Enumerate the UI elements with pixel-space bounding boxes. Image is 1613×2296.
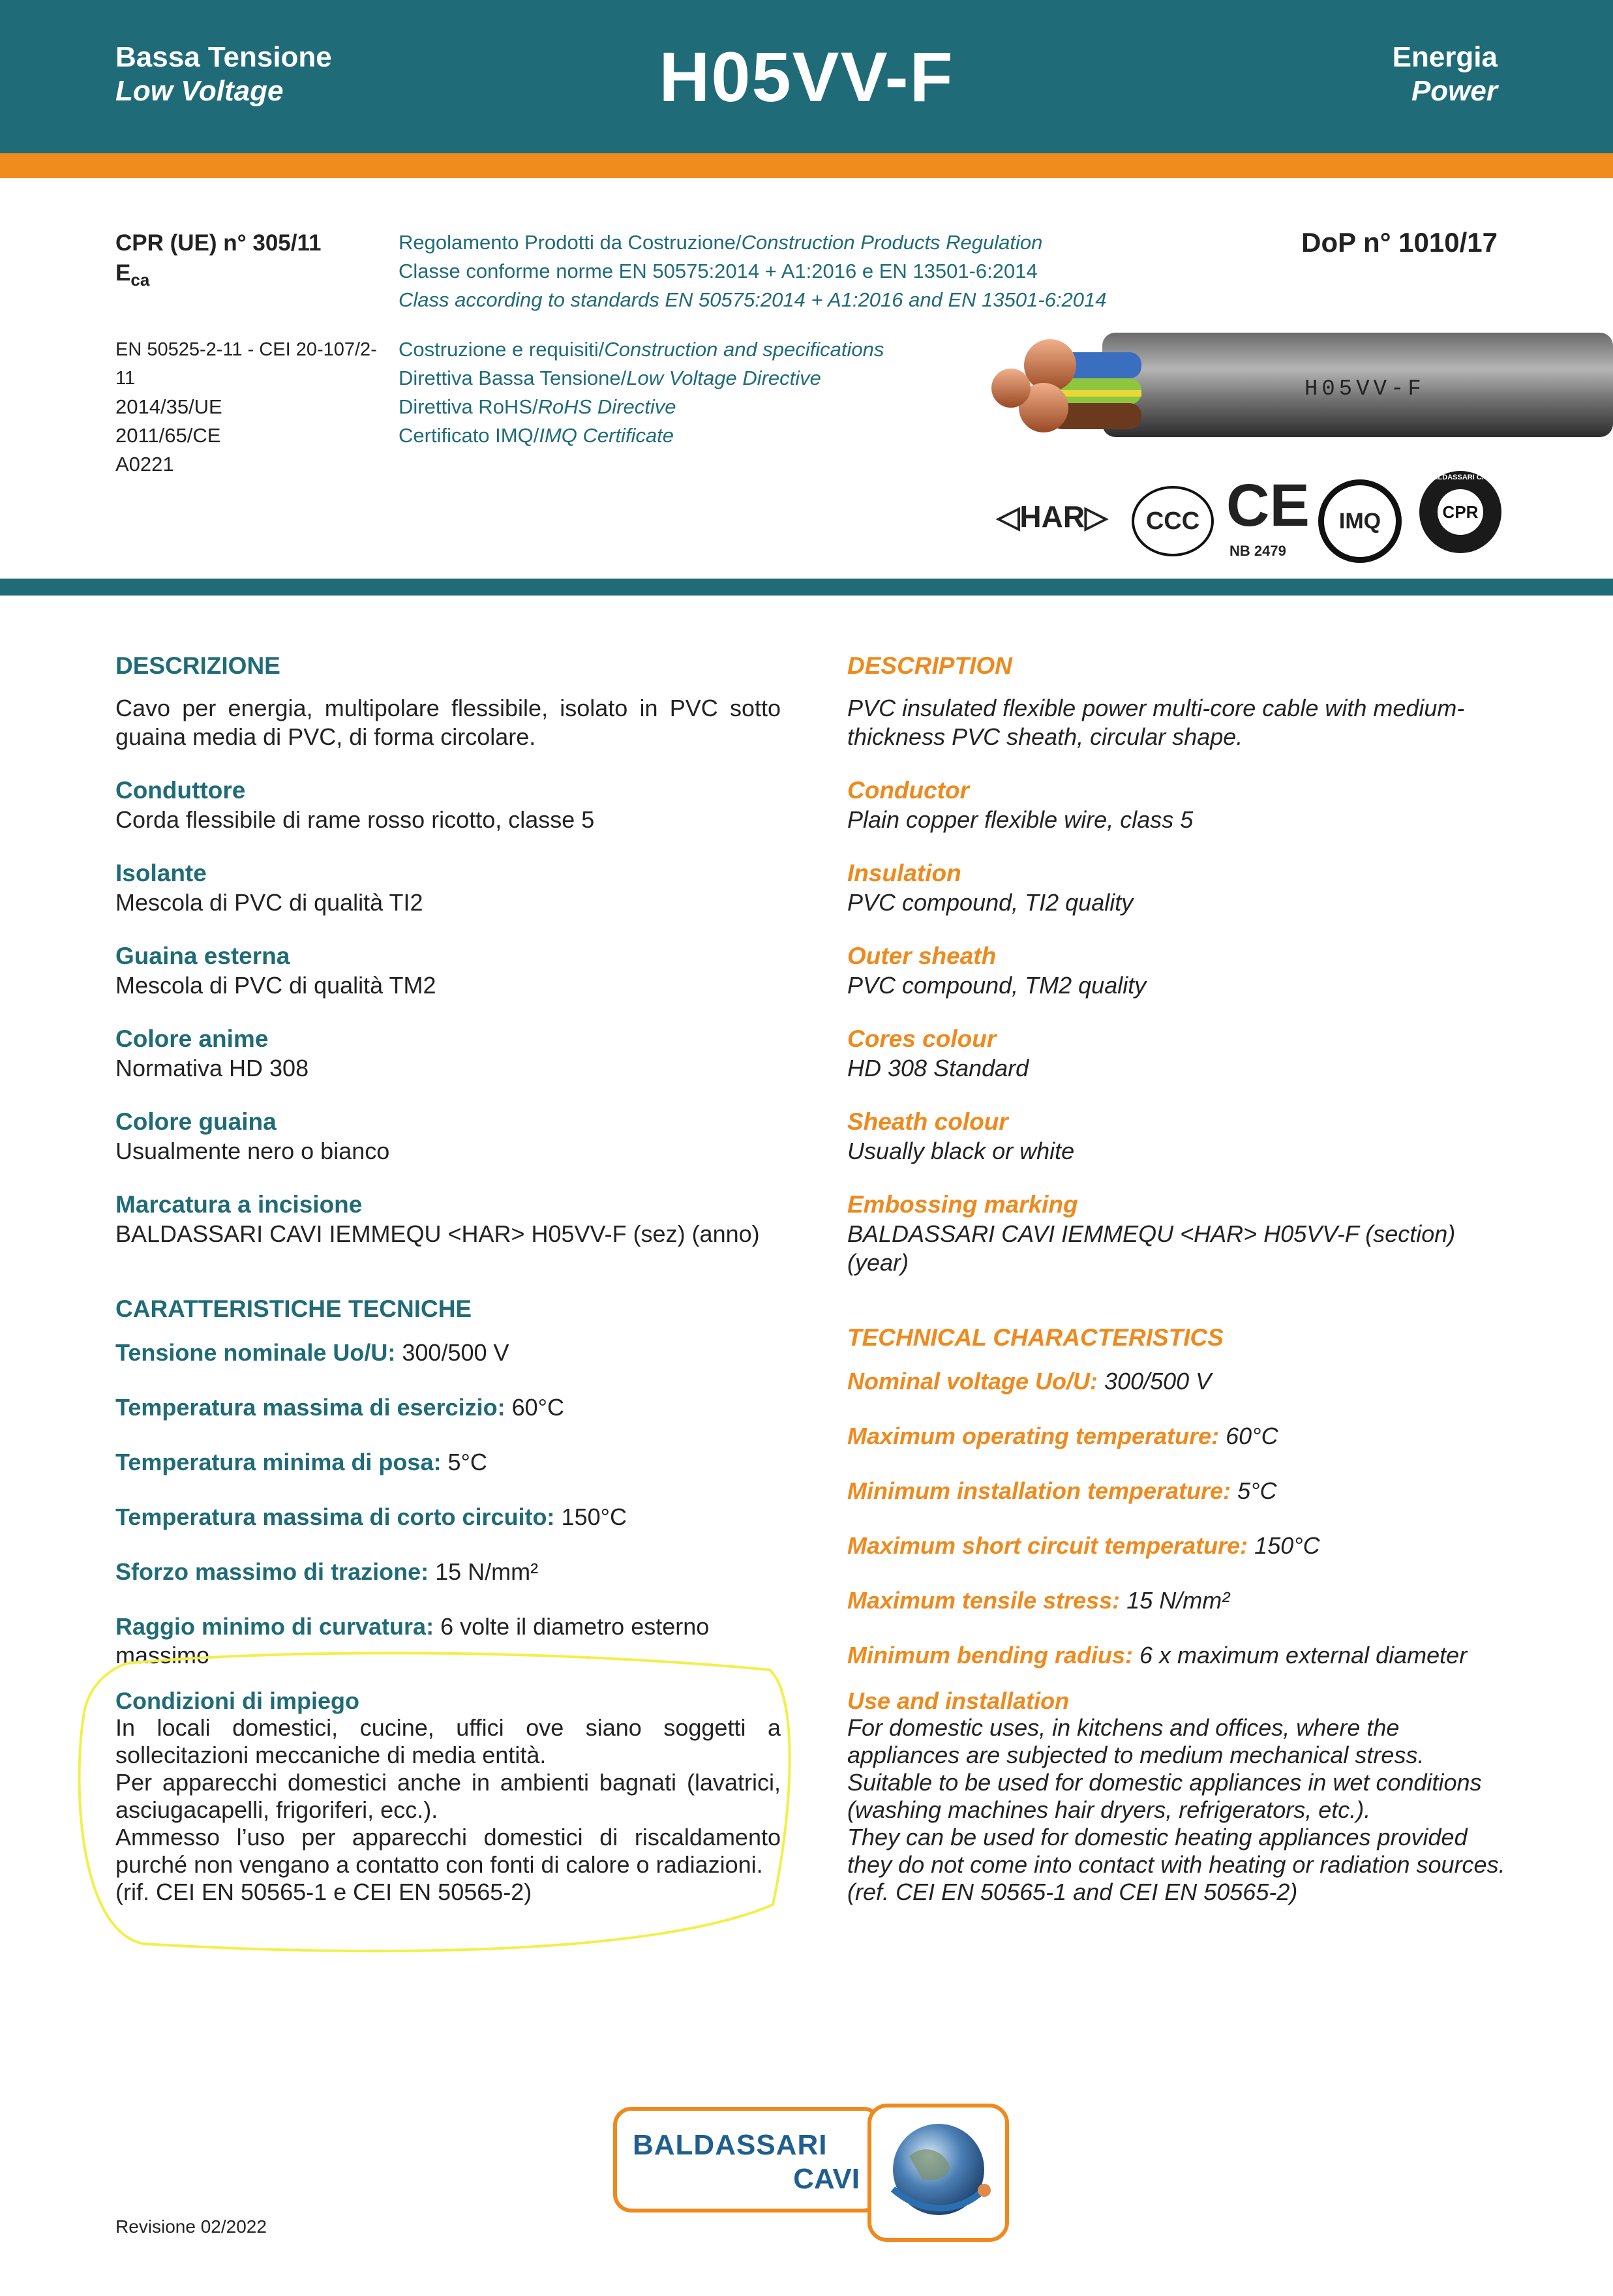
category-italian: Bassa Tensione bbox=[115, 41, 332, 73]
spec-item bbox=[115, 1024, 781, 1083]
spec-item bbox=[847, 776, 1513, 834]
cpr-description bbox=[399, 228, 1106, 314]
tech-label: Minimum bending radius: bbox=[847, 1642, 1133, 1669]
spec-text: Usualmente nero o bianco bbox=[115, 1138, 390, 1164]
tech-value: 15 N/mm² bbox=[435, 1558, 539, 1585]
revision-label: Revisione 02/2022 bbox=[115, 2216, 267, 2237]
tech-value: 300/500 V bbox=[402, 1339, 509, 1366]
spec-text: Corda flessibile di rame rosso ricotto, classe 5 bbox=[115, 806, 595, 833]
spec-text: PVC compound, TI2 quality bbox=[847, 889, 1134, 916]
spec-text: BALDASSARI CAVI IEMMEQU <HAR> H05VV-F (section) (year) bbox=[847, 1220, 1456, 1276]
conductor-copper bbox=[1024, 339, 1076, 391]
product-title: H05VV-F bbox=[659, 37, 954, 116]
english-column bbox=[847, 651, 1513, 1906]
cpr-class-sub: ca bbox=[130, 270, 150, 290]
globe-logo bbox=[867, 2104, 1009, 2242]
spec-item bbox=[115, 941, 781, 1000]
type-italian: Energia bbox=[1392, 41, 1498, 73]
globe-icon bbox=[883, 2117, 994, 2228]
tech-row bbox=[847, 1477, 1513, 1505]
spec-title: Guaina esterna bbox=[115, 943, 290, 969]
ce-logo: CE bbox=[1226, 472, 1310, 539]
spec-item bbox=[115, 1107, 781, 1166]
spec-text: PVC compound, TM2 quality bbox=[847, 972, 1147, 999]
spec-text: Mescola di PVC di qualità TM2 bbox=[115, 972, 436, 999]
standards-descriptions bbox=[399, 335, 884, 450]
spec-item bbox=[847, 1024, 1513, 1083]
spec-text: Plain copper flexible wire, class 5 bbox=[847, 806, 1194, 833]
spec-title: Insulation bbox=[847, 860, 961, 886]
tech-label: Tensione nominale Uo/U: bbox=[115, 1339, 396, 1366]
cpr-logo bbox=[1419, 471, 1501, 553]
tech-label: Maximum tensile stress: bbox=[847, 1587, 1121, 1614]
cable-marking: H05VV-F bbox=[1304, 377, 1425, 402]
cpr-code-text: CPR (UE) n° 305/11 bbox=[115, 230, 322, 256]
tech-row bbox=[115, 1503, 781, 1532]
spec-title: Isolante bbox=[115, 860, 207, 886]
brand-subname: CAVI bbox=[793, 2163, 860, 2195]
tech-value: 6 volte il diametro esterno massimo bbox=[115, 1613, 710, 1669]
standard-desc-it: Costruzione e requisiti/ bbox=[399, 338, 605, 361]
cpr-logo-inner: CPR bbox=[1438, 489, 1483, 535]
tech-row bbox=[115, 1558, 781, 1586]
use-paragraph: Ammesso l’uso per apparecchi domestici di riscaldamento purché non vengano a contatto con fonti di calore o radiazioni. bbox=[115, 1824, 781, 1878]
standard-desc bbox=[399, 335, 884, 364]
tech-label: Minimum installation temperature: bbox=[847, 1477, 1231, 1504]
cpr-regulation-en: Construction Products Regulation bbox=[741, 231, 1043, 254]
standard-code: A0221 bbox=[115, 453, 174, 476]
cpr-logo-ring-text: BALDASSARI CAVI bbox=[1427, 474, 1494, 481]
class-italian: Classe conforme norme EN 50575:2014 + A1:2016 e EN 13501-6:2014 bbox=[399, 260, 1038, 282]
standard-desc bbox=[399, 364, 884, 393]
tech-value: 5°C bbox=[1237, 1477, 1277, 1504]
tech-value: 60°C bbox=[1226, 1423, 1278, 1449]
spec-item bbox=[847, 1190, 1513, 1277]
dop-number: DoP n° 1010/17 bbox=[1301, 227, 1498, 258]
tech-label: Maximum short circuit temperature: bbox=[847, 1532, 1248, 1559]
standard-desc bbox=[399, 393, 884, 421]
use-title: Use and installation bbox=[847, 1687, 1070, 1714]
use-section bbox=[847, 1688, 1513, 1906]
use-paragraph: In locali domestici, cucine, uffici ove siano soggetti a sollecitazioni meccaniche di media entità. bbox=[115, 1714, 781, 1768]
tech-label: Temperatura massima di esercizio: bbox=[115, 1394, 505, 1421]
spec-item bbox=[115, 858, 781, 917]
cpr-class bbox=[115, 258, 322, 295]
tech-label: Nominal voltage Uo/U: bbox=[847, 1368, 1098, 1395]
tech-value: 300/500 V bbox=[1104, 1368, 1212, 1395]
brand-logo bbox=[613, 2107, 882, 2213]
header-right bbox=[1393, 40, 1498, 108]
cpr-class-letter: E bbox=[115, 260, 131, 286]
tech-label: Sforzo massimo di trazione: bbox=[115, 1558, 429, 1585]
spec-item bbox=[847, 1107, 1513, 1166]
description-title: DESCRIPTION bbox=[847, 652, 1012, 679]
section-divider bbox=[0, 579, 1613, 596]
tech-title: CARATTERISTICHE TECNICHE bbox=[115, 1295, 472, 1322]
cpr-code bbox=[115, 228, 322, 295]
spec-title: Colore anime bbox=[115, 1025, 269, 1052]
standard-code: 2011/65/CE bbox=[115, 424, 221, 447]
highlight-outline bbox=[65, 1650, 809, 1963]
cpr-regulation-line bbox=[399, 228, 1106, 257]
tech-row bbox=[847, 1641, 1513, 1670]
spec-title: Marcatura a incisione bbox=[115, 1191, 363, 1218]
notified-body-number: NB 2479 bbox=[1229, 543, 1286, 559]
spec-title: Embossing marking bbox=[847, 1191, 1078, 1218]
tech-row bbox=[115, 1448, 781, 1477]
description-text: PVC insulated flexible power multi-core cable with medium-thickness PVC sheath, circular shape. bbox=[847, 695, 1465, 750]
header-accent-stripe bbox=[0, 153, 1613, 178]
standard-desc-en: Construction and specifications bbox=[604, 338, 884, 361]
spec-title: Colore guaina bbox=[115, 1108, 277, 1135]
cpr-regulation-it: Regolamento Prodotti da Costruzione/ bbox=[399, 231, 742, 254]
ccc-logo: CCC bbox=[1132, 486, 1214, 556]
tech-row bbox=[115, 1338, 781, 1367]
tech-row bbox=[115, 1393, 781, 1422]
spec-title: Outer sheath bbox=[847, 943, 997, 969]
spec-item bbox=[115, 1190, 781, 1248]
use-paragraph: (ref. CEI EN 50565-1 and CEI EN 50565-2) bbox=[847, 1879, 1298, 1905]
type-english: Power bbox=[1411, 75, 1498, 107]
tech-row bbox=[847, 1532, 1513, 1560]
brand-name: BALDASSARI bbox=[633, 2129, 828, 2161]
standard-code: EN 50525-2-11 - CEI 20-107/2-11 bbox=[115, 339, 377, 389]
har-mark: ◁HAR▷ bbox=[997, 500, 1108, 534]
tech-value: 15 N/mm² bbox=[1126, 1587, 1230, 1614]
tech-label: Raggio minimo di curvatura: bbox=[115, 1613, 434, 1640]
standard-desc bbox=[399, 421, 884, 450]
description-text: Cavo per energia, multipolare flessibile, isolato in PVC sotto guaina media di PVC, di forma circolare. bbox=[115, 695, 781, 750]
spec-text: Usually black or white bbox=[847, 1138, 1075, 1164]
use-paragraph: For domestic uses, in kitchens and offices, where the appliances are subjected to medium mechanical stress. bbox=[847, 1714, 1425, 1768]
tech-value: 5°C bbox=[447, 1449, 487, 1475]
tech-title: TECHNICAL CHARACTERISTICS bbox=[847, 1324, 1224, 1351]
spec-title: Sheath colour bbox=[847, 1108, 1008, 1135]
category-english: Low Voltage bbox=[115, 75, 284, 107]
tech-row bbox=[847, 1367, 1513, 1396]
standard-code: 2014/35/UE bbox=[115, 395, 222, 418]
cable-illustration bbox=[952, 326, 1613, 444]
standard-desc-en: Low Voltage Directive bbox=[626, 367, 821, 389]
tech-label: Temperatura massima di corto circuito: bbox=[115, 1503, 555, 1530]
standard-desc-en: IMQ Certificate bbox=[539, 424, 674, 447]
description-title: DESCRIZIONE bbox=[115, 652, 280, 679]
tech-value: 150°C bbox=[561, 1503, 627, 1530]
spec-text: BALDASSARI CAVI IEMMEQU <HAR> H05VV-F (sez) (anno) bbox=[115, 1220, 760, 1247]
imq-logo: IMQ bbox=[1318, 479, 1402, 563]
tech-label: Temperatura minima di posa: bbox=[115, 1449, 442, 1475]
spec-title: Conduttore bbox=[115, 777, 246, 804]
standard-desc-en: RoHS Directive bbox=[537, 395, 676, 418]
spec-item bbox=[847, 858, 1513, 917]
conductor-copper bbox=[991, 369, 1031, 408]
use-paragraph: They can be used for domestic heating appliances provided they do not come into contact with heating or radiation sources. bbox=[847, 1824, 1505, 1878]
spec-item bbox=[847, 941, 1513, 1000]
use-title: Condizioni di impiego bbox=[115, 1687, 359, 1714]
spec-item bbox=[115, 776, 781, 834]
use-paragraph: Per apparecchi domestici anche in ambienti bagnati (lavatrici, asciugacapelli, frigoriferi, ecc.). bbox=[115, 1769, 781, 1823]
tech-value: 150°C bbox=[1254, 1532, 1320, 1559]
use-paragraph: (rif. CEI EN 50565-1 e CEI EN 50565-2) bbox=[115, 1879, 532, 1905]
class-english: Class according to standards EN 50575:2014 + A1:2016 and EN 13501-6:2014 bbox=[399, 288, 1107, 311]
standard-desc-it: Certificato IMQ/ bbox=[399, 424, 539, 447]
description-section bbox=[115, 651, 781, 751]
use-paragraph: Suitable to be used for domestic appliances in wet conditions (washing machines hair dryers, refrigerators, etc.). bbox=[847, 1769, 1482, 1823]
tech-row bbox=[847, 1586, 1513, 1615]
spec-title: Conductor bbox=[847, 777, 970, 804]
standard-desc-it: Direttiva Bassa Tensione/ bbox=[399, 367, 627, 389]
tech-value: 60°C bbox=[511, 1394, 565, 1421]
standard-desc-it: Direttiva RoHS/ bbox=[399, 395, 538, 418]
spec-text: HD 308 Standard bbox=[847, 1055, 1029, 1081]
spec-text: Normativa HD 308 bbox=[115, 1055, 309, 1081]
standards-codes bbox=[115, 335, 389, 479]
tech-label: Maximum operating temperature: bbox=[847, 1423, 1220, 1449]
tech-row bbox=[847, 1422, 1513, 1451]
spec-text: Mescola di PVC di qualità TI2 bbox=[115, 889, 423, 916]
tech-value: 6 x maximum external diameter bbox=[1139, 1642, 1468, 1669]
description-section bbox=[847, 651, 1513, 751]
spec-title: Cores colour bbox=[847, 1025, 997, 1052]
highlight-stroke bbox=[80, 1653, 790, 1951]
